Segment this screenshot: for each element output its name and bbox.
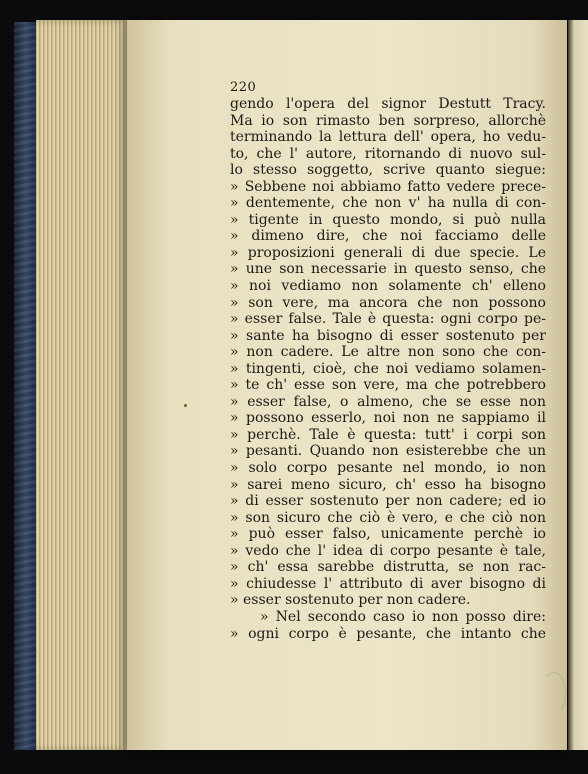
- text-line: » Nel secondo caso io non posso dire:: [260, 608, 546, 625]
- text-line: » solo corpo pesante nel mondo, io non: [230, 460, 546, 477]
- text-line: » proposizioni generali di due specie. Le: [230, 244, 546, 261]
- text-line: » sante ha bisogno di esser sostenuto per: [230, 327, 546, 344]
- text-line: » esser false. Tale è questa: ogni corpo pe-: [230, 311, 546, 328]
- text-line: » di esser sostenuto per non cadere; ed io: [230, 493, 546, 510]
- text-line: » dentemente, che non v' ha nulla di con-: [230, 195, 546, 212]
- text-line: » perchè. Tale è questa: tutt' i corpi son: [230, 426, 546, 443]
- text-line: Ma io son rimasto ben sorpreso, allorchè: [230, 112, 546, 129]
- text-line: » noi vediamo non solamente ch' elleno: [230, 278, 546, 295]
- text-line: » son sicuro che ciò è vero, e che ciò non: [230, 509, 546, 526]
- text-line: » tingenti, cioè, che noi vediamo solamen-: [230, 360, 546, 377]
- paper-spot: [184, 404, 187, 407]
- text-line: » esser false, o almeno, che se esse non: [230, 393, 546, 410]
- text-line: » chiudesse l' attributo di aver bisogno di: [230, 575, 546, 592]
- text-line: » pesanti. Quando non esisterebbe che un: [230, 443, 546, 460]
- text-line: » une son necessarie in questo senso, che: [230, 261, 546, 278]
- page-text: [230, 80, 546, 642]
- text-line: gendo l'opera del signor Destutt Tracy.: [230, 96, 546, 112]
- text-line: » tigente in questo mondo, si può nulla: [230, 211, 546, 228]
- page-number: 220: [230, 80, 257, 95]
- text-line: » può esser falso, unicamente perchè io: [230, 526, 546, 543]
- text-line: » Sebbene noi abbiamo fatto vedere prece-: [230, 178, 546, 195]
- text-line: » sarei meno sicuro, ch' esso ha bisogno: [230, 476, 546, 493]
- text-line: to, che l' autore, ritornando di nuovo sul-: [230, 145, 546, 162]
- text-line: » ch' essa sarebbe distrutta, se non rac-: [230, 559, 546, 576]
- page-edges: [36, 20, 128, 750]
- text-line: » te ch' esse son vere, ma che potrebbero: [230, 377, 546, 394]
- text-line: » dimeno dire, che noi facciamo delle: [230, 228, 546, 245]
- paper-crease: [542, 672, 566, 714]
- text-line: » vedo che l' idea di corpo pesante è tale,: [230, 542, 546, 559]
- text-line: » son vere, ma ancora che non possono: [230, 294, 546, 311]
- text-line: lo stesso soggetto, scrive quanto siegue:: [230, 162, 546, 179]
- text-line: » non cadere. Le altre non sono che con-: [230, 344, 546, 361]
- facing-page-edge: [568, 20, 588, 750]
- text-line: » esser sostenuto per non cadere.: [230, 592, 471, 609]
- text-line: terminando la lettura dell' opera, ho vedu-: [230, 129, 546, 146]
- text-line: » ogni corpo è pesante, che intanto che: [230, 625, 546, 642]
- text-line: » possono esserlo, noi non ne sappiamo il: [230, 410, 546, 427]
